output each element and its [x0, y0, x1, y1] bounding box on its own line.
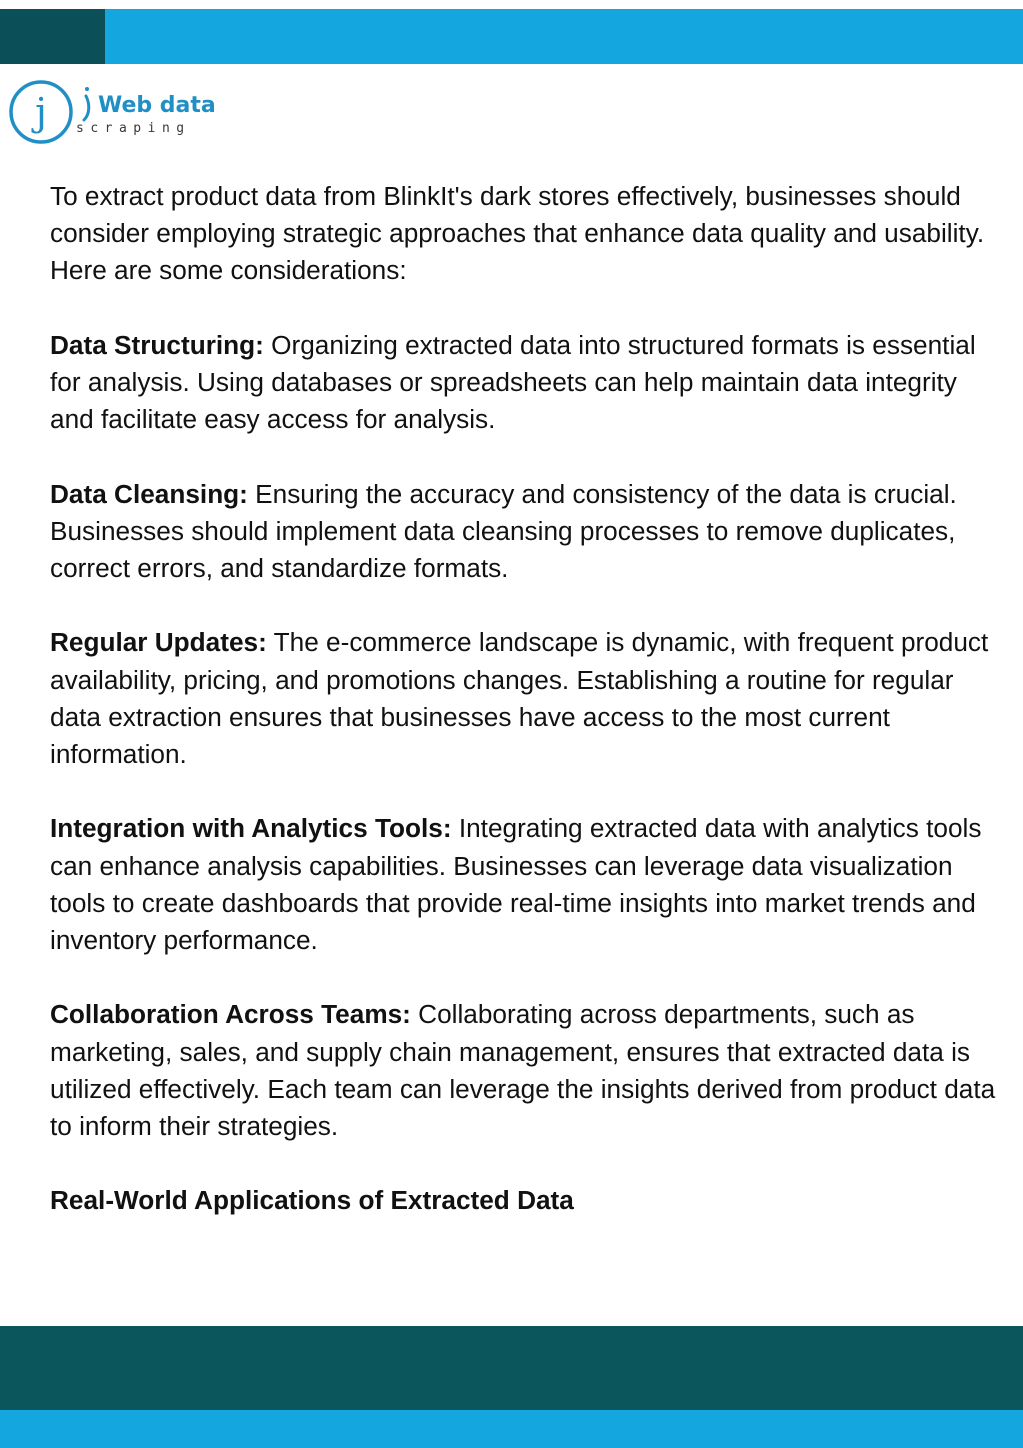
section-body: Integrating extracted data with analytics tools can enhance analysis capabilities. Businesses can leverage data visualization tools to create dashboards that provide real-time insights into market trends and inventory performance.: [50, 813, 982, 955]
section-heading: Regular Updates:: [50, 627, 267, 658]
section-heading: Data Structuring:: [50, 329, 264, 360]
logo-letter: j: [35, 90, 47, 134]
section-body: Organizing extracted data into structured formats is essential for analysis. Using databases or spreadsheets can help maintain data integrity and facilitate easy access for analysis.: [50, 329, 976, 435]
logo-mark-icon: [8, 78, 238, 146]
header-bar: [0, 9, 1023, 64]
top-strip: [0, 0, 1023, 9]
section-body: The e-commerce landscape is dynamic, with frequent product availability, pricing, and promotions changes. Establishing a routine for regular data extraction ensures that businesses have access to the most current information.: [50, 627, 989, 769]
intro-paragraph: To extract product data from BlinkIt's dark stores effectively, businesses should consider employing strategic approaches that enhance data quality and usability. Here are some considerations:: [50, 181, 985, 286]
section-analytics-integration: [50, 810, 1000, 959]
company-logo: [8, 78, 238, 146]
footer-bar-blue: [0, 1410, 1023, 1448]
section-regular-updates: [50, 624, 1000, 773]
section-body: Ensuring the accuracy and consistency of the data is crucial. Businesses should implement data cleansing processes to remove duplicates, correct errors, and standardize formats.: [50, 478, 957, 583]
closing-heading: [50, 1182, 1000, 1219]
section-heading: Data Cleansing:: [50, 478, 248, 509]
section-team-collaboration: [50, 996, 1000, 1145]
logo-brand-sub: scraping: [76, 121, 191, 136]
header-bar-accent: [0, 9, 105, 64]
section-body: Collaborating across departments, such as marketing, sales, and supply chain management, ensures that extracted data is utilized effectively. Each team can leverage the insights derived from product data to inform their strategies.: [50, 999, 996, 1141]
article-body: [50, 178, 1000, 1220]
logo-brand-word: Web data: [98, 93, 216, 118]
section-heading: Integration with Analytics Tools:: [50, 813, 452, 844]
closing-heading-text: Real-World Applications of Extracted Data: [50, 1185, 574, 1216]
section-heading: Collaboration Across Teams:: [50, 999, 411, 1030]
section-data-structuring: [50, 327, 1000, 439]
footer-bar-dark: [0, 1326, 1023, 1410]
section-data-cleansing: [50, 476, 1000, 588]
